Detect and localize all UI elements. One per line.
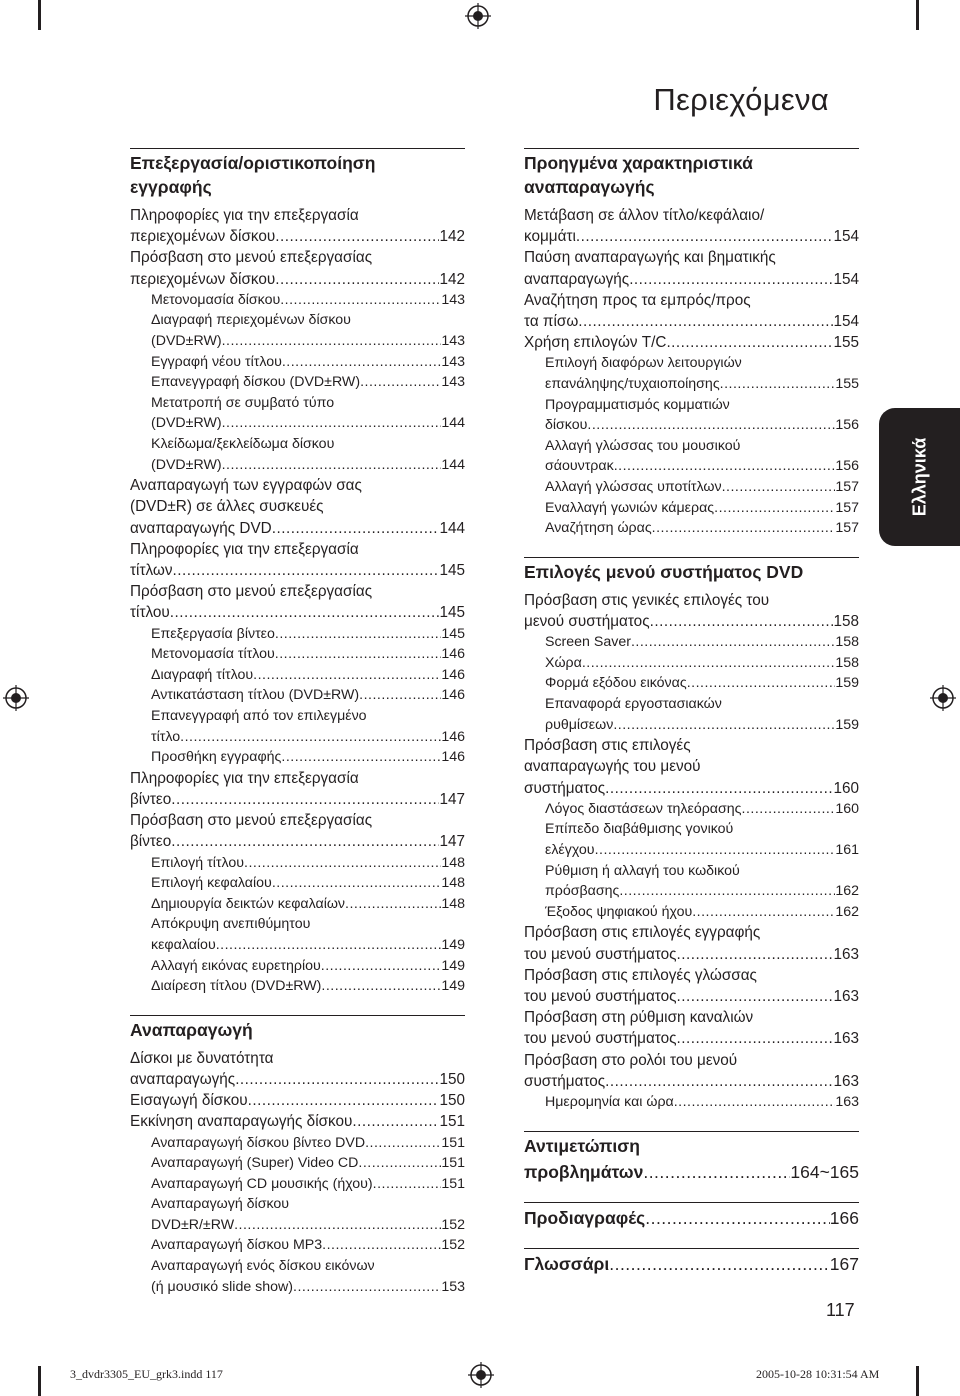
page-ref: 162 bbox=[835, 903, 859, 920]
page-ref: 160 bbox=[835, 800, 859, 817]
toc-entry[interactable]: Εισαγωγή δίσκου ..... 150 bbox=[130, 1090, 465, 1111]
page-ref: 158 bbox=[835, 654, 859, 671]
toc-entry[interactable]: Φορμά εξόδου εικόνας ..... 159 bbox=[524, 673, 859, 694]
toc-entry[interactable]: Γλωσσάρι ..... 167 bbox=[524, 1248, 859, 1276]
crop-mark bbox=[38, 1366, 41, 1396]
page-ref: 158 bbox=[835, 634, 859, 651]
page-ref: 156 bbox=[835, 458, 859, 475]
section-heading: Επεξεργασία/οριστικοποίηση εγγραφής bbox=[130, 148, 465, 199]
toc-entry[interactable]: του μενού συστήματος ..... 163 bbox=[524, 986, 859, 1007]
page-ref: 157 bbox=[835, 499, 859, 516]
language-tab bbox=[879, 408, 960, 546]
toc-entry-text: Αλλαγή γλώσσας του μουσικού bbox=[545, 437, 741, 454]
toc-entry[interactable]: Επιλογή κεφαλαίου ..... 148 bbox=[130, 873, 465, 894]
toc-entry-text: Πρόσβαση στις γενικές επιλογές του bbox=[524, 591, 770, 609]
toc-entry[interactable]: Αναπαραγωγή CD μουσικής (ήχου) ..... 151 bbox=[130, 1174, 465, 1195]
toc-entry[interactable]: Διαίρεση τίτλου (DVD±RW) ..... 149 bbox=[130, 976, 465, 997]
toc-entry[interactable]: Προσθήκη εγγραφής ..... 146 bbox=[130, 747, 465, 768]
page-ref: 156 bbox=[835, 417, 859, 434]
page-ref: 159 bbox=[835, 716, 859, 733]
toc-entry-text: Αναπαραγωγή ενός δίσκου εικόνων bbox=[151, 1258, 375, 1275]
page-ref: 145 bbox=[439, 604, 465, 622]
toc-entry-text: Αναζήτηση προς τα εμπρός/προς bbox=[524, 291, 751, 309]
toc-entry-text: Κλείδωμα/ξεκλείδωμα δίσκου bbox=[151, 435, 335, 452]
toc-entry-text: Πρόσβαση στο μενού επεξεργασίας bbox=[130, 249, 373, 267]
toc-entry[interactable]: αναπαραγωγής ..... 150 bbox=[130, 1069, 465, 1090]
toc-entry[interactable]: τίτλων ..... 145 bbox=[130, 560, 465, 581]
page-ref: 154 bbox=[833, 228, 859, 246]
crop-mark bbox=[916, 1366, 919, 1396]
page-ref: 154 bbox=[833, 313, 859, 331]
page-ref: 151 bbox=[439, 1113, 465, 1131]
page-ref: 163 bbox=[833, 987, 859, 1005]
toc-entry[interactable]: Μετονομασία δίσκου ..... 143 bbox=[130, 290, 465, 311]
page-ref: 146 bbox=[441, 687, 465, 704]
toc-entry[interactable]: σάουντρακ ..... 156 bbox=[524, 456, 859, 477]
page-ref: 152 bbox=[441, 1237, 465, 1254]
page-ref: 143 bbox=[441, 374, 465, 391]
registration-mark-icon bbox=[930, 685, 956, 711]
section-heading: Αντιμετώπιση bbox=[524, 1131, 859, 1158]
toc-entry[interactable]: Χρήση επιλογών T/C ..... 155 bbox=[524, 332, 859, 353]
toc-entry-text: Μετατροπή σε συμβατό τύπο bbox=[151, 394, 335, 411]
toc-entry[interactable]: Επανεγγραφή δίσκου (DVD±RW) ..... 143 bbox=[130, 372, 465, 393]
toc-entry[interactable]: κεφαλαίου ..... 149 bbox=[130, 935, 465, 956]
page-ref: 151 bbox=[441, 1175, 465, 1192]
toc-entry[interactable]: συστήματος ..... 160 bbox=[524, 778, 859, 799]
page-ref: 163 bbox=[833, 1030, 859, 1048]
registration-mark-icon bbox=[3, 685, 29, 711]
page-ref: 148 bbox=[441, 875, 465, 892]
toc-entry[interactable]: Διαγραφή τίτλου ..... 146 bbox=[130, 665, 465, 686]
page-ref: 146 bbox=[441, 728, 465, 745]
page-ref: 142 bbox=[439, 228, 465, 246]
toc-entry[interactable]: (DVD±RW) ..... 144 bbox=[130, 455, 465, 476]
page-ref: 167 bbox=[829, 1253, 859, 1274]
toc-entry[interactable]: Δημιουργία δεικτών κεφαλαίων ..... 148 bbox=[130, 894, 465, 915]
toc-entry-text: Πληροφορίες για την επεξεργασία bbox=[130, 769, 359, 787]
page-ref: 149 bbox=[441, 978, 465, 995]
toc-entry-text: Απόκρυψη ανεπιθύμητου bbox=[151, 916, 311, 933]
page-ref: 161 bbox=[835, 841, 859, 858]
page-ref: 149 bbox=[441, 957, 465, 974]
page-ref: 158 bbox=[833, 612, 859, 630]
registration-mark-icon bbox=[465, 3, 491, 29]
toc-entry[interactable]: του μενού συστήματος ..... 163 bbox=[524, 1028, 859, 1049]
toc-entry[interactable]: του μενού συστήματος ..... 163 bbox=[524, 944, 859, 965]
page-ref: 150 bbox=[439, 1092, 465, 1110]
toc-entry[interactable]: δίσκου ..... 156 bbox=[524, 415, 859, 436]
toc-entry-text: Παύση αναπαραγωγής και βηματικής bbox=[524, 249, 776, 267]
page-ref: 157 bbox=[835, 520, 859, 537]
toc-entry[interactable]: πρόσβασης ..... 162 bbox=[524, 881, 859, 902]
toc-entry-text: Πρόσβαση στο μενού επεξεργασίας bbox=[130, 583, 373, 601]
page-ref: 144 bbox=[441, 456, 465, 473]
toc-entry-text: Διαγραφή περιεχομένων δίσκου bbox=[151, 312, 351, 329]
page-ref: 146 bbox=[441, 666, 465, 683]
page-ref: 142 bbox=[439, 270, 465, 288]
page-ref: 151 bbox=[441, 1134, 465, 1151]
toc-entry[interactable]: Screen Saver ..... 158 bbox=[524, 632, 859, 653]
toc-entry-text: Αναπαραγωγή των εγγραφών σας bbox=[130, 477, 362, 495]
page-ref: 155 bbox=[835, 376, 859, 393]
toc-entry[interactable]: τα πίσω ..... 154 bbox=[524, 311, 859, 332]
page-ref: 148 bbox=[441, 895, 465, 912]
toc-entry-text: Πρόσβαση στο μενού επεξεργασίας bbox=[130, 812, 373, 830]
page-ref: 144 bbox=[439, 519, 465, 537]
page-ref: 151 bbox=[441, 1155, 465, 1172]
toc-entry[interactable]: Αναπαραγωγή (Super) Video CD ..... 151 bbox=[130, 1153, 465, 1174]
toc-entry-text: Πρόσβαση στο ρολόι του μενού bbox=[524, 1051, 738, 1069]
toc-entry-text: Επανεγγραφή από τον επιλεγμένο bbox=[151, 707, 367, 724]
section-heading: Αναπαραγωγή bbox=[130, 1015, 465, 1042]
toc-entry[interactable]: Επεξεργασία βίντεο ..... 145 bbox=[130, 624, 465, 645]
page-ref: 145 bbox=[441, 625, 465, 642]
toc-entry[interactable]: Εναλλαγή γωνιών κάμερας ..... 157 bbox=[524, 498, 859, 519]
toc-entry[interactable]: τίτλου ..... 145 bbox=[130, 602, 465, 623]
toc-entry[interactable]: περιεχομένων δίσκου ..... 142 bbox=[130, 269, 465, 290]
toc-entry-text: Δίσκοι με δυνατότητα bbox=[130, 1049, 274, 1067]
page-ref: 143 bbox=[441, 333, 465, 349]
toc-entry[interactable]: βίντεο ..... 147 bbox=[130, 831, 465, 852]
print-slug-timestamp: 2005-10-28 10:31:54 AM bbox=[756, 1367, 880, 1381]
toc-entry[interactable]: Έξοδος ψηφιακού ήχου ..... 162 bbox=[524, 902, 859, 923]
page-ref: 166 bbox=[829, 1207, 859, 1228]
crop-mark bbox=[916, 0, 919, 30]
toc-entry[interactable]: Αντικατάσταση τίτλου (DVD±RW) ..... 146 bbox=[130, 685, 465, 706]
page-ref: 155 bbox=[833, 334, 859, 352]
page-ref: 145 bbox=[439, 561, 465, 579]
page-ref: 146 bbox=[441, 749, 465, 766]
toc-entry[interactable]: Αλλαγή εικόνας ευρετηρίου ..... 149 bbox=[130, 956, 465, 977]
page-ref: 148 bbox=[441, 854, 465, 871]
page-ref: 146 bbox=[441, 646, 465, 663]
toc-entry[interactable]: Μετονομασία τίτλου ..... 146 bbox=[130, 644, 465, 665]
toc-entry[interactable]: Ημερομηνία και ώρα ..... 163 bbox=[524, 1092, 859, 1113]
toc-left-column bbox=[130, 148, 465, 1297]
crop-mark bbox=[38, 0, 41, 30]
toc-entry[interactable]: Προδιαγραφές ..... 166 bbox=[524, 1202, 859, 1230]
toc-entry[interactable]: αναπαραγωγής ..... 154 bbox=[524, 269, 859, 290]
page-ref: 154 bbox=[833, 270, 859, 288]
toc-entry-text: Πληροφορίες για την επεξεργασία bbox=[130, 540, 359, 558]
toc-entry[interactable]: κομμάτι ..... 154 bbox=[524, 226, 859, 247]
toc-entry[interactable]: συστήματος ..... 163 bbox=[524, 1071, 859, 1092]
toc-entry[interactable]: αναπαραγωγής DVD ..... 144 bbox=[130, 518, 465, 539]
page-ref: 143 bbox=[441, 353, 465, 370]
page-ref: 163 bbox=[833, 1072, 859, 1090]
toc-entry-text: (DVD±R) σε άλλες συσκευές bbox=[130, 498, 324, 516]
toc-entry[interactable]: βίντεο ..... 147 bbox=[130, 789, 465, 810]
toc-entry[interactable]: Αναπαραγωγή δίσκου βίντεο DVD ..... 151 bbox=[130, 1133, 465, 1154]
toc-entry-text: Μετάβαση σε άλλον τίτλο/κεφάλαιο/ bbox=[524, 207, 765, 224]
page-ref: 163 bbox=[833, 945, 859, 963]
toc-entry-text: Πρόσβαση στις επιλογές εγγραφής bbox=[524, 924, 761, 942]
toc-right-column bbox=[524, 148, 859, 1276]
toc-entry[interactable]: Εκκίνηση αναπαραγωγής δίσκου ..... 151 bbox=[130, 1111, 465, 1132]
registration-mark-icon bbox=[468, 1362, 494, 1388]
page-ref: 149 bbox=[441, 936, 465, 953]
page-ref: 150 bbox=[439, 1070, 465, 1088]
toc-entry-text: Πληροφορίες για την επεξεργασία bbox=[130, 207, 359, 224]
page-title: Περιεχόμενα bbox=[653, 82, 829, 117]
page-ref: 162 bbox=[835, 883, 859, 900]
toc-entry[interactable]: περιεχομένων δίσκου ..... 142 bbox=[130, 226, 465, 247]
page-ref: 147 bbox=[439, 833, 465, 851]
toc-entry[interactable]: προβλημάτων ..... 164~165 bbox=[524, 1158, 859, 1184]
page-ref: 153 bbox=[441, 1278, 465, 1295]
toc-entry[interactable]: (DVD±RW) ..... 143 bbox=[130, 331, 465, 352]
toc-entry[interactable]: Χώρα ..... 158 bbox=[524, 653, 859, 674]
language-tab-label: Ελληνικά bbox=[909, 437, 930, 517]
toc-entry[interactable]: τίτλο ..... 146 bbox=[130, 727, 465, 748]
toc-entry-text: Επαναφορά εργοστασιακών bbox=[545, 695, 722, 712]
toc-entry[interactable]: Αναπαραγωγή δίσκου MP3 ..... 152 bbox=[130, 1235, 465, 1256]
page-ref: 160 bbox=[833, 779, 859, 797]
page-ref: 152 bbox=[441, 1216, 465, 1233]
section-heading: Επιλογές μενού συστήματος DVD bbox=[524, 557, 859, 584]
page-ref: 143 bbox=[441, 291, 465, 308]
toc-entry-text: Επιλογή διαφόρων λειτουργιών bbox=[545, 355, 742, 372]
toc-entry-text: Αναπαραγωγή δίσκου bbox=[151, 1196, 290, 1213]
toc-entry-text: Πρόσβαση στις επιλογές bbox=[524, 737, 691, 755]
toc-entry-text: Πρόσβαση στη ρύθμιση καναλιών bbox=[524, 1009, 754, 1027]
toc-entry-text: Ρύθμιση ή αλλαγή του κωδικού bbox=[545, 862, 740, 879]
section-heading: Προηγμένα χαρακτηριστικά αναπαραγωγής bbox=[524, 148, 859, 199]
toc-entry[interactable]: Αλλαγή γλώσσας υποτίτλων ..... 157 bbox=[524, 477, 859, 498]
page-ref: 164~165 bbox=[790, 1161, 859, 1182]
toc-entry-text: Προγραμματισμός κομματιών bbox=[545, 396, 730, 413]
print-slug-filename: 3_dvdr3305_EU_grk3.indd 117 bbox=[70, 1367, 223, 1381]
toc-entry[interactable]: επανάληψης/τυχαιοποίησης ..... 155 bbox=[524, 374, 859, 395]
toc-entry[interactable]: (ή μουσικό slide show) ..... 153 bbox=[130, 1277, 465, 1298]
page-ref: 157 bbox=[835, 478, 859, 495]
toc-entry[interactable]: ελέγχου ..... 161 bbox=[524, 840, 859, 861]
toc-entry[interactable]: Επιλογή τίτλου ..... 148 bbox=[130, 853, 465, 874]
toc-entry[interactable]: Εγγραφή νέου τίτλου ..... 143 bbox=[130, 352, 465, 373]
toc-entry[interactable]: Αναζήτηση ώρας ..... 157 bbox=[524, 518, 859, 539]
toc-entry-text: αναπαραγωγής του μενού bbox=[524, 758, 701, 776]
toc-entry[interactable]: μενού συστήματος ..... 158 bbox=[524, 611, 859, 632]
toc-entry[interactable]: ρυθμίσεων ..... 159 bbox=[524, 715, 859, 736]
page-ref: 163 bbox=[835, 1093, 859, 1110]
page-ref: 144 bbox=[441, 415, 465, 432]
page-ref: 159 bbox=[835, 675, 859, 692]
toc-entry[interactable]: Λόγος διαστάσεων τηλεόρασης ..... 160 bbox=[524, 799, 859, 820]
page-ref: 147 bbox=[439, 790, 465, 808]
toc-entry[interactable]: DVD±R/±RW ..... 152 bbox=[130, 1215, 465, 1236]
toc-entry-text: Πρόσβαση στις επιλογές γλώσσας bbox=[524, 966, 757, 984]
page-number: 117 bbox=[826, 1300, 855, 1320]
toc-entry[interactable]: (DVD±RW) ..... 144 bbox=[130, 413, 465, 434]
toc-entry-text: Επίπεδο διαβάθμισης γονικού bbox=[545, 821, 734, 838]
